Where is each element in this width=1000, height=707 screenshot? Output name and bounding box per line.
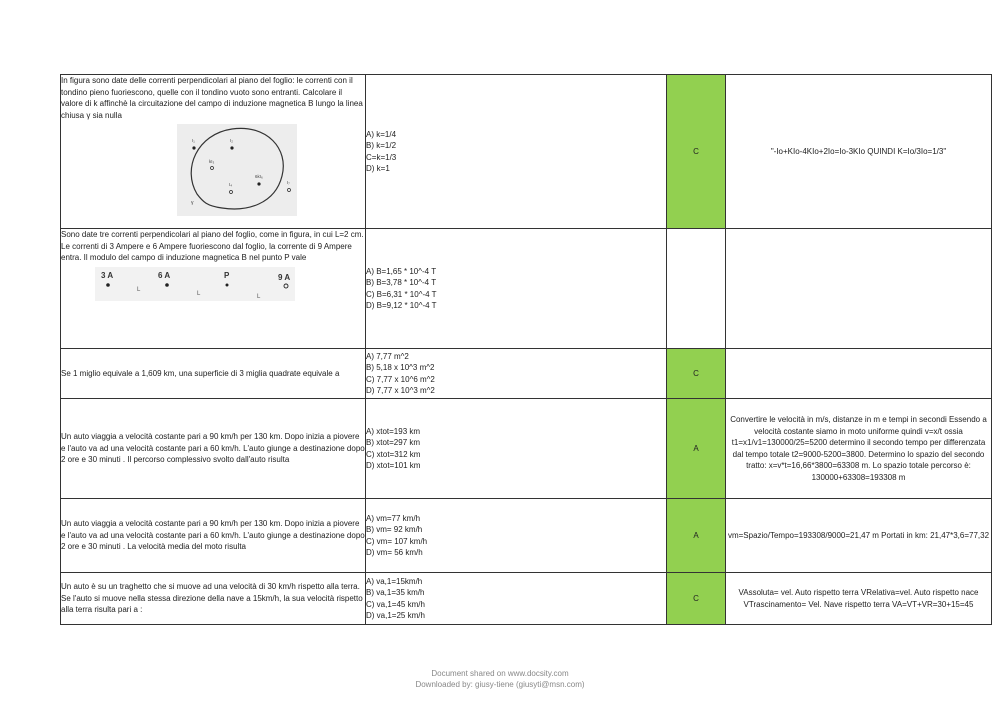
answer-cell: C [667,573,726,625]
question-text: Un auto viaggia a velocità costante pari a 90 km/h per 130 km. Dopo inizia a piovere e l'auto va ad una velocità costante pari a 60 km/h. L'auto giunge a destinazione dopo 2 ore e 30 minuti . La velocità media del moto risulta [61,519,365,552]
options-cell [366,229,667,349]
option-c: C) xtot=312 km [366,449,421,459]
option-b: B) xtot=297 km [366,438,421,447]
option-b: B) k=1/2 [366,141,397,150]
explanation-cell [726,349,992,399]
option-d: D) k=1 [366,164,390,173]
question-text: In figura sono date delle correnti perpendicolari al piano del foglio: le correnti con il tondino pieno fuoriescono, quelle con il tondino vuoto sono entranti. Calcolare il valore di k affinchè la circuitazione del campo di induzione magnetica B lungo la linea chiusa γ sia nulla [61,76,363,120]
explanation-cell: "-Io+KIo-4KIo+2Io=Io-3KIo QUINDI K=Io/3Io=1/3" [726,75,992,229]
explanation-cell: vm=Spazio/Tempo=193308/9000=21,47 m Portati in km: 21,47*3,6=77,32 [726,499,992,573]
option-d: D) va,1=25 km/h [366,611,425,620]
option-c: C) vm= 107 km/h [366,536,428,546]
answer-cell: C [667,349,726,399]
svg-text:I₂: I₂ [230,138,233,143]
questions-table [60,74,992,625]
question-cell [61,399,366,499]
question-cell [61,75,366,229]
option-c: C=k=1/3 [366,152,397,162]
footer [0,668,1000,690]
option-b: B) va,1=35 km/h [366,588,425,597]
explanation-cell: VAssoluta= vel. Auto rispetto terra VRelativa=vel. Auto rispetto nace VTrascinamento= Vel. Nave rispetto terra VA=VT+VR=30+15=45 [726,573,992,625]
option-a: A) B=1,65 * 10^-4 T [366,266,437,276]
circuit-loop-figure [177,124,297,216]
option-d: D) vm= 56 km/h [366,548,423,557]
svg-text:P: P [224,270,230,280]
options-cell [366,349,667,399]
option-d: D) xtot=101 km [366,461,421,470]
options-cell [366,573,667,625]
option-d: D) B=9,12 * 10^-4 T [366,301,437,310]
option-a: A) va,1=15km/h [366,576,423,586]
option-b: B) 5,18 x 10^3 m^2 [366,363,435,372]
option-b: B) vm= 92 km/h [366,525,423,534]
answer-cell [667,229,726,349]
question-text: Un auto è su un traghetto che si muove ad una velocità di 30 km/h rispetto alla terra. Se l'auto si muove nella stessa direzione della nave a 15km/h, la sua velocità rispetto alla terra risulta pari a : [61,582,363,615]
question-cell [61,349,366,399]
svg-text:6 A: 6 A [158,270,171,280]
question-cell [61,573,366,625]
options-cell [366,499,667,573]
svg-text:γ: γ [191,200,194,206]
question-cell [61,499,366,573]
question-cell [61,229,366,349]
option-c: C) 7,77 x 10^6 m^2 [366,374,435,384]
option-a: A) vm=77 km/h [366,513,421,523]
question-text: Se 1 miglio equivale a 1,609 km, una superficie di 3 miglia quadrate equivale a [61,368,340,378]
svg-text:L: L [197,290,201,297]
answer-cell: A [667,499,726,573]
option-c: C) B=6,31 * 10^-4 T [366,289,437,299]
svg-text:6kI₆: 6kI₆ [255,174,263,179]
question-sheet [60,74,991,625]
explanation-cell: Convertire le velocità in m/s, distanze in m e tempi in secondi Essendo a velocità costante siamo in moto uniforme quindi v=x/t ossia t1=x1/v1=130000/25=5200 determino il secondo tempo per differenzata dal tempo totale t2=9000-5200=3800. Determino lo spazio del secondo tratto: x=v*t=16,66*3800=63308 m. Lo spazio totale percorso è: 130000+63308=193308 m [726,399,992,499]
option-a: A) xtot=193 km [366,426,421,436]
svg-text:9 A: 9 A [278,272,291,282]
svg-text:I₁: I₁ [192,138,195,143]
table-row [61,75,992,229]
svg-text:L: L [137,286,141,293]
svg-text:3 A: 3 A [101,270,114,280]
option-a: A) 7,77 m^2 [366,351,409,361]
option-c: C) va,1=45 km/h [366,599,425,609]
table-row [61,349,992,399]
table-row [61,399,992,499]
options-cell [366,75,667,229]
table-row [61,573,992,625]
answer-cell: A [667,399,726,499]
option-b: B) B=3,78 * 10^-4 T [366,278,437,287]
explanation-cell [726,229,992,349]
footer-shared-on: Document shared on www.docsity.com [431,669,569,678]
svg-text:kI₃: kI₃ [209,159,215,164]
svg-text:L: L [257,293,261,300]
option-d: D) 7,77 x 10^3 m^2 [366,386,435,395]
footer-downloaded-by: Downloaded by: giusy-tiene (giusyti@msn.com) [415,680,585,689]
question-text: Sono date tre correnti perpendicolari al piano del foglio, come in figura, in cui L=2 cm. Le correnti di 3 Ampere e 6 Ampere fuoriescono dal foglio, la corrente di 9 Ampere entra. Il modulo del campo di induzione magnetica B nel punto P vale [61,230,364,262]
option-a: A) k=1/4 [366,129,397,139]
three-currents-figure [95,267,295,301]
svg-text:I₄: I₄ [229,182,233,187]
table-row [61,229,992,349]
options-cell [366,399,667,499]
table-row [61,499,992,573]
svg-text:I₇: I₇ [287,180,290,185]
answer-cell: C [667,75,726,229]
question-text: Un auto viaggia a velocità costante pari a 90 km/h per 130 km. Dopo inizia a piovere e l'auto va ad una velocità costante pari a 60 km/h. L'auto giunge a destinazione dopo 2 ore e 30 minuti . Il percorso complessivo svolto dall'auto risulta [61,432,365,465]
